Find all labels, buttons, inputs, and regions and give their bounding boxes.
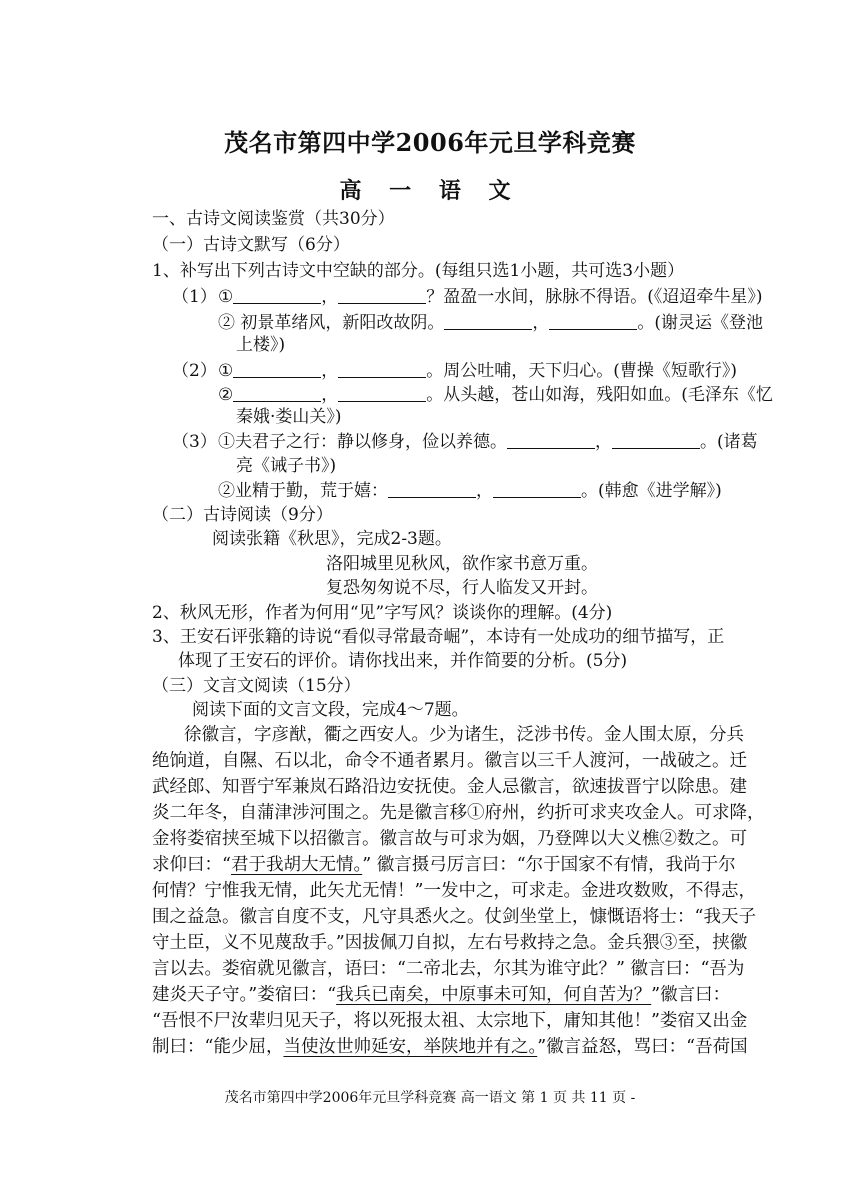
item-marker: ② — [218, 385, 234, 405]
underlined-sentence: 君于我胡大无情。 — [230, 855, 363, 875]
emphasized-char: 拔 — [607, 777, 625, 797]
answer-blank[interactable] — [233, 287, 321, 304]
item-text: 。(谢灵运《登池 — [637, 313, 764, 333]
item-text: 。周公吐哺，天下归心。(曹操《短歌行》) — [426, 361, 738, 381]
passage-line: 徐徽言，字彦猷，衢之西安人。少为诸生，泛涉书传。金人围太原，分兵 — [184, 725, 744, 745]
passage-line: 何情？宁惟我无情，此矢尤无情！”一发中之，可求走。金进攻数败，不得志， — [152, 881, 756, 901]
underlined-sentence: 当使汝世帅延安，举陕地并有之。 — [283, 1037, 538, 1057]
passage-line: 金将娄宿挟至城下以招徽言。徽言故与可求为姻，乃登陴以大义樵②数之。可 — [152, 829, 747, 849]
question-3-cont: 体现了王安石的评价。请你找出来，并作简要的分析。(5分) — [178, 651, 628, 671]
passage-text: 蔑敌手。”因拔佩刀自拟，左右号救持之急。金兵猥③至，挟徽 — [274, 933, 748, 953]
part-heading-1: （一）古诗文默写（6分） — [152, 235, 350, 255]
passage-line — [152, 930, 747, 956]
group-1-item-a — [218, 285, 763, 309]
question-3: 3、王安石评张籍的诗说“看似寻常最奇崛”，本诗有一处成功的细节描写，正 — [152, 627, 725, 647]
group-3-item-a — [218, 430, 758, 454]
passage-text: 建炎天子守。”娄宿曰：“ — [152, 985, 337, 1005]
answer-blank[interactable] — [233, 361, 321, 378]
question-2: 2、秋风无形，作者为何用“见”字写风？谈谈你的理解。(4分) — [152, 603, 613, 623]
answer-blank[interactable] — [338, 385, 426, 402]
passage-text: ”徽言益怒，骂曰：“吾荷国 — [537, 1037, 748, 1057]
passage-text: 汝辈归见天子，将以死报太祖、太宗地下，庸知其他！”娄宿又出金 — [230, 1011, 748, 1031]
answer-blank[interactable] — [388, 481, 476, 498]
underlined-sentence: 我兵已南矣，中原事未可知，何自苦为？ — [336, 985, 652, 1005]
group-1-number: （1） — [172, 287, 217, 307]
answer-blank[interactable] — [444, 313, 532, 330]
passage-text: 晋宁以除患。建 — [624, 777, 747, 797]
passage-line — [152, 852, 736, 878]
item-text: ①夫君子之行：静以修身，俭以养德。 — [218, 432, 507, 452]
item-text: 。(诸葛 — [700, 432, 758, 452]
item-marker: ① — [218, 361, 234, 381]
passage-text: ”徽言曰： — [651, 985, 731, 1005]
part-heading-3: （三）文言文阅读（15分） — [152, 676, 361, 696]
section-heading: 一、古诗文阅读鉴赏（共30分） — [152, 209, 395, 229]
answer-blank[interactable] — [612, 432, 700, 449]
comma: ， — [532, 313, 550, 333]
passage-line: 炎二年冬，自蒲津涉河围之。先是徽言移①府州，约折可求夹攻金人。可求降， — [152, 803, 765, 823]
item-text: ？盈盈一水间，脉脉不得语。(《迢迢牵牛星》) — [426, 287, 763, 307]
comma: ， — [321, 361, 339, 381]
comma: ， — [476, 481, 493, 501]
item-text: ②业精于勤，荒于嬉： — [218, 481, 388, 501]
group-2-number: （2） — [172, 361, 217, 381]
comma: ， — [321, 385, 339, 405]
group-2-item-b-cont: 秦娥·娄山关》) — [236, 407, 342, 427]
reading-intro-2: 阅读张籍《秋思》，完成2-3题。 — [212, 529, 452, 549]
exam-title: 茂名市第四中学2006年元旦学科竞赛 — [224, 128, 636, 157]
answer-blank[interactable] — [338, 361, 426, 378]
group-3-item-b — [218, 479, 722, 503]
passage-text: 制曰：“能少屈， — [152, 1037, 284, 1057]
reading-intro-3: 阅读下面的文言文段，完成4～7题。 — [192, 700, 469, 720]
answer-blank[interactable] — [233, 385, 321, 402]
answer-blank[interactable] — [338, 287, 426, 304]
comma: ， — [595, 432, 612, 452]
passage-text: ” 徽言摄弓厉言曰：“尔于国家不有情，我尚于尔 — [362, 855, 736, 875]
emphasized-char: 尸 — [213, 1011, 231, 1031]
poem-line-1: 洛阳城里见秋风，欲作家书意万重。 — [326, 554, 598, 574]
poem-line-2: 复恐匆匆说不尽，行人临发又开封。 — [326, 578, 598, 598]
subject-title: 高 一 语 文 — [339, 178, 521, 204]
group-3-item-a-cont: 亮《诫子书》) — [236, 456, 337, 476]
item-text: ② 初景革绪风，新阳改故阴。 — [218, 313, 445, 333]
answer-blank[interactable] — [493, 481, 581, 498]
group-2-item-a — [218, 359, 737, 383]
comma: ， — [321, 287, 339, 307]
group-1-item-b — [218, 311, 763, 335]
passage-line: 围之益急。徽言自度不支，凡守具悉火之。仗剑坐堂上，慷慨语将士：“我天子 — [152, 907, 756, 927]
group-2-item-b — [218, 383, 773, 407]
page-footer: 茂名市第四中学2006年元旦学科竞赛 高一语文 第 1 页 共 11 页 - — [224, 1090, 636, 1106]
passage-line — [152, 1034, 748, 1060]
item-text: 。(韩愈《进学解》) — [581, 481, 722, 501]
passage-line: 言以去。娄宿就见徽言，语曰：“二帝北去，尔其为谁守此？” 徽言曰：“吾为 — [152, 959, 745, 979]
answer-blank[interactable] — [549, 313, 637, 330]
part-heading-2: （二）古诗阅读（9分） — [152, 505, 333, 525]
answer-blank[interactable] — [507, 432, 595, 449]
passage-text: 武经郎、知晋宁军兼岚石路沿边安抚使。金人忌徽言，欲速 — [152, 777, 607, 797]
passage-text: 求仰曰：“ — [152, 855, 231, 875]
passage-line: 绝饷道，自隰、石以北，命令不通者累月。徽言以三千人渡河，一战破之。迁 — [152, 751, 747, 771]
passage-line — [152, 982, 730, 1008]
passage-text: “吾恨不 — [152, 1011, 214, 1031]
passage-text: 守土臣，义不 — [152, 933, 257, 953]
emphasized-char: 见 — [257, 933, 275, 953]
question-1: 1、补写出下列古诗文中空缺的部分。(每组只选1小题，共可选3小题） — [152, 261, 685, 281]
passage-line — [152, 774, 747, 800]
group-1-item-b-cont: 上楼》) — [236, 335, 286, 355]
passage-line — [152, 1008, 747, 1034]
group-3-number: （3） — [172, 432, 217, 452]
item-marker: ① — [218, 287, 234, 307]
item-text: 。从头越，苍山如海，残阳如血。(毛泽东《忆 — [426, 385, 773, 405]
